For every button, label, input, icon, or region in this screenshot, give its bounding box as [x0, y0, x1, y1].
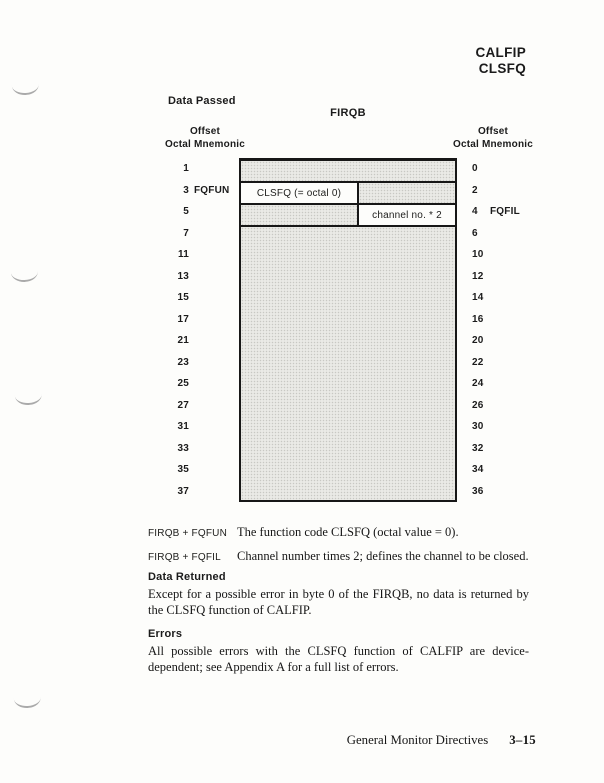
right-offset-header-line1: Offset — [477, 126, 509, 137]
errors-heading: Errors — [148, 628, 183, 640]
offset-number: 37 — [177, 485, 189, 497]
offset-number: 5 — [183, 206, 189, 218]
offset-row — [472, 352, 520, 374]
offset-row — [472, 201, 520, 223]
binding-mark — [11, 271, 38, 283]
left-offset-header-line2: Octal Mnemonic — [164, 138, 246, 150]
offset-row — [171, 180, 229, 202]
offset-number: 20 — [472, 335, 484, 347]
offset-number: 3 — [183, 184, 189, 196]
offset-row — [171, 244, 229, 266]
firqb-table — [239, 158, 457, 502]
header-function-name: CLSFQ — [478, 60, 526, 76]
offset-row — [171, 287, 229, 309]
offset-mnemonic: FQFUN — [194, 184, 230, 196]
fqfun-cell — [241, 183, 357, 203]
offset-row — [171, 373, 229, 395]
definition-description: Channel number times 2; defines the channel to be closed. — [237, 549, 529, 563]
offset-number: 36 — [472, 485, 484, 497]
offset-row — [472, 459, 520, 481]
offset-row — [171, 416, 229, 438]
offset-row — [171, 395, 229, 417]
offset-number: 17 — [177, 313, 189, 325]
footer-page-number: 3–15 — [509, 733, 536, 747]
firqb-row-byte0 — [241, 161, 455, 183]
offset-number: 25 — [177, 378, 189, 390]
firqb-row-fqfun — [241, 183, 455, 205]
offset-row — [472, 266, 520, 288]
data-returned-heading: Data Returned — [148, 571, 226, 583]
binding-mark — [14, 696, 42, 708]
fqfun-row-reserved-cell — [357, 183, 455, 203]
data-returned-paragraph: Except for a possible error in byte 0 of the FIRQB, no data is returned by the CLSFQ function of CALFIP. — [148, 587, 529, 617]
offset-row — [171, 438, 229, 460]
offset-number: 4 — [472, 206, 478, 218]
definition-row — [148, 525, 529, 540]
offset-row — [171, 330, 229, 352]
offset-number: 6 — [472, 227, 478, 239]
offset-number: 26 — [472, 399, 484, 411]
offset-number: 1 — [183, 163, 189, 175]
right-offset-column-header — [438, 126, 548, 151]
offset-row — [171, 309, 229, 331]
offset-row — [171, 158, 229, 180]
left-offset-column — [171, 158, 229, 502]
fqfil-row-reserved-cell — [241, 205, 357, 225]
binding-mark — [12, 83, 40, 95]
offset-row — [472, 287, 520, 309]
firqb-row-fqfil — [241, 205, 455, 227]
offset-number: 7 — [183, 227, 189, 239]
offset-number: 23 — [177, 356, 189, 368]
offset-row — [472, 395, 520, 417]
definition-row — [148, 549, 529, 564]
left-offset-column-header — [150, 126, 260, 151]
definition-description: The function code CLSFQ (octal value = 0). — [237, 525, 459, 539]
offset-number: 31 — [177, 421, 189, 433]
errors-paragraph: All possible errors with the CLSFQ function of CALFIP are device-dependent; see Appendix A for a full list of errors. — [148, 644, 529, 674]
offset-row — [171, 481, 229, 503]
offset-number: 0 — [472, 163, 478, 175]
offset-mnemonic: FQFIL — [490, 206, 520, 218]
offset-row — [472, 158, 520, 180]
offset-number: 12 — [472, 270, 484, 282]
offset-row — [171, 352, 229, 374]
offset-row — [171, 459, 229, 481]
offset-number: 14 — [472, 292, 484, 304]
offset-row — [171, 223, 229, 245]
fqfil-cell — [357, 205, 455, 225]
offset-number: 32 — [472, 442, 484, 454]
offset-row — [472, 438, 520, 460]
offset-number: 11 — [178, 249, 189, 261]
offset-number: 33 — [177, 442, 189, 454]
offset-number: 13 — [177, 270, 189, 282]
offset-number: 22 — [472, 356, 484, 368]
field-definitions — [148, 525, 529, 564]
offset-number: 16 — [472, 313, 484, 325]
page-footer — [347, 733, 536, 748]
firqb-unused-region — [241, 227, 455, 500]
offset-row — [472, 330, 520, 352]
offset-number: 15 — [177, 292, 189, 304]
data-passed-heading: Data Passed — [168, 95, 236, 107]
firqb-diagram-title: FIRQB — [330, 107, 366, 119]
offset-number: 21 — [177, 335, 189, 347]
offset-number: 24 — [472, 378, 484, 390]
right-offset-header-line2: Octal Mnemonic — [452, 138, 534, 150]
offset-row — [472, 481, 520, 503]
offset-row — [472, 416, 520, 438]
header-product-name: CALFIP — [475, 45, 526, 60]
offset-number: 34 — [472, 464, 484, 476]
offset-row — [472, 244, 520, 266]
footer-section-label: General Monitor Directives — [346, 733, 489, 747]
offset-row — [472, 373, 520, 395]
left-offset-header-line1: Offset — [189, 126, 221, 137]
offset-number: 30 — [472, 421, 484, 433]
fqfun-cell-label: CLSFQ (= octal 0) — [256, 187, 342, 199]
offset-row — [171, 266, 229, 288]
offset-number: 10 — [472, 249, 484, 261]
binding-mark — [15, 393, 43, 405]
right-offset-column — [472, 158, 520, 502]
offset-row — [472, 180, 520, 202]
definition-term: FIRQB + FQFIL — [148, 552, 221, 563]
fqfil-cell-label: channel no. * 2 — [372, 209, 442, 221]
definition-term: FIRQB + FQFUN — [148, 528, 227, 539]
page-header — [475, 45, 526, 76]
offset-number: 27 — [177, 399, 189, 411]
offset-row — [472, 223, 520, 245]
offset-number: 2 — [472, 184, 478, 196]
offset-number: 35 — [177, 464, 189, 476]
offset-row — [171, 201, 229, 223]
offset-row — [472, 309, 520, 331]
